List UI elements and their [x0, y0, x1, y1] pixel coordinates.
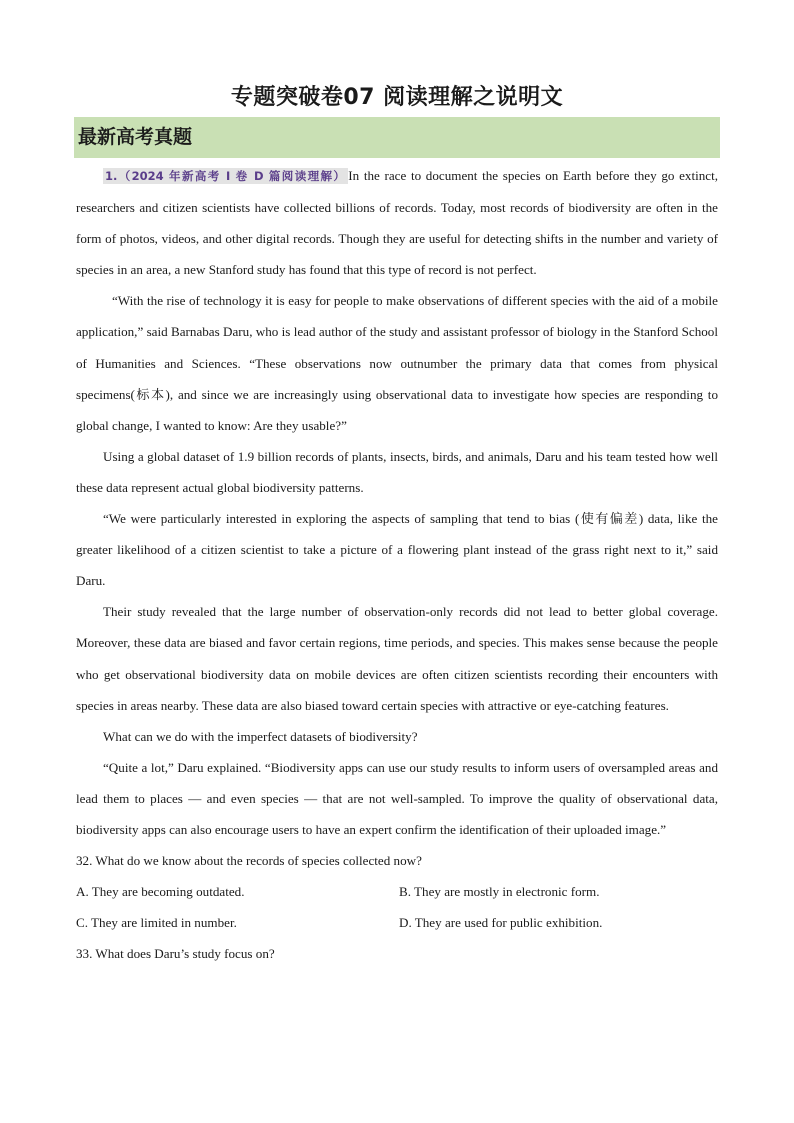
passage-paragraph: “With the rise of technology it is easy for people to make observations of different species with the aid of a mobile application,” said Barnabas Daru, who is lead author of the study and assistant professor of biology in the Stanford School of Humanities and Sciences. “These observations now outnumber the primary data that comes from physical specimens(标本), and since we are increasingly using observational data to investigate how species are responding to global change, I wanted to know: Are they usable?” [76, 293, 718, 433]
item-number: 1. [105, 169, 118, 183]
option-d: D. They are used for public exhibition. [399, 915, 603, 931]
passage-paragraph: Using a global dataset of 1.9 billion records of plants, insects, birds, and animals, Daru and his team tested how well these data represent actual global biodiversity patterns. [76, 448, 718, 495]
paragraph-1-text: In the race to document the species on Earth before they go extinct, researchers and citizen scientists have collected billions of records. Today, most records of biodiversity are often in the form of photos, videos, and other digital records. Though they are useful for detecting shifts in the number and variety of species in an area, a new Stanford study has found that this type of record is not perfect. [76, 168, 718, 278]
option-b: B. They are mostly in electronic form. [399, 884, 600, 900]
passage-paragraph [76, 160, 718, 285]
question-stem: 33. What does Daru’s study focus on? [76, 946, 275, 962]
option-row [76, 907, 718, 938]
passage [76, 160, 718, 969]
page-title: 专题突破卷07 阅读理解之说明文 [230, 85, 564, 110]
question-source-tag [103, 168, 348, 184]
passage-paragraph: “We were particularly interested in exploring the aspects of sampling that tend to bias (使有偏差) data, like the greater likelihood of a citizen scientist to take a picture of a flowering plant instead of the grass right next to it,” said Daru. [76, 511, 718, 589]
source-label: （2024 年新高考 I 卷 D 篇阅读理解） [117, 169, 347, 183]
option-a: A. They are becoming outdated. [76, 884, 245, 900]
option-c: C. They are limited in number. [76, 915, 237, 931]
question-stem: 32. What do we know about the records of species collected now? [76, 853, 422, 869]
passage-paragraph: “Quite a lot,” Daru explained. “Biodiversity apps can use our study results to inform users of oversampled areas and lead them to places — and even species — that are not well-sampled. To improve the quality of observational data, biodiversity apps can also encourage users to have an expert confirm the identification of their uploaded image.” [76, 759, 718, 837]
section-heading: 最新高考真题 [74, 117, 720, 158]
option-row [76, 876, 718, 907]
passage-paragraph: What can we do with the imperfect datasets of biodiversity? [103, 728, 418, 744]
passage-paragraph: Their study revealed that the large number of observation-only records did not lead to better global coverage. Moreover, these data are biased and favor certain regions, time periods, and species. This makes sense because the people who get observational biodiversity data on mobile devices are often citizen scientists recording their encounters with species in areas nearby. These data are also biased toward certain species with attractive or eye-catching features. [76, 604, 718, 713]
